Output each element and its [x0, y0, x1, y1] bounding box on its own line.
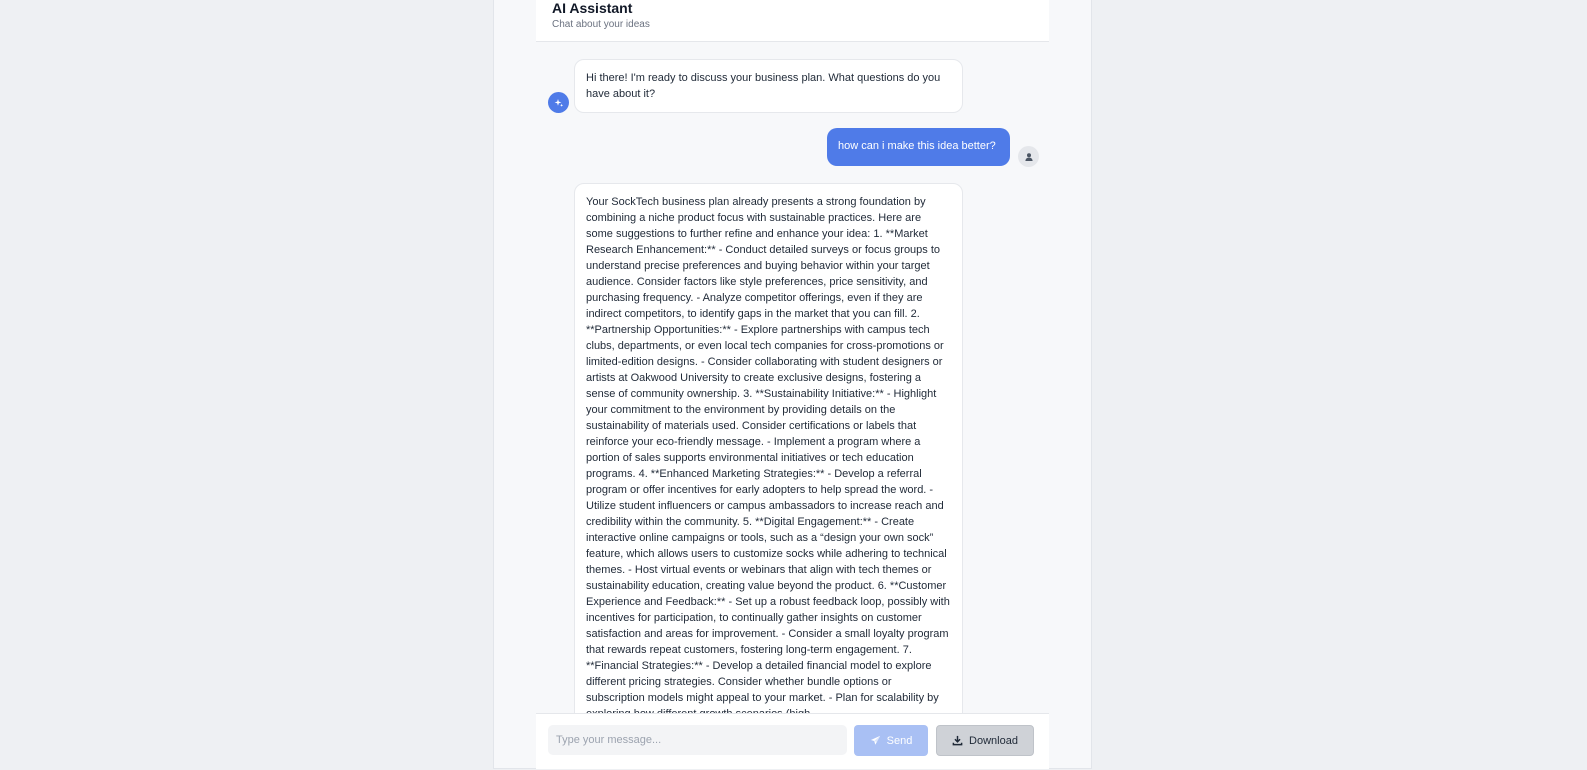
chat-header	[536, 0, 1049, 42]
composer-bar	[536, 713, 1049, 769]
sparkle-icon	[554, 98, 564, 108]
message-bubble-assistant: Your SockTech business plan already presents a strong foundation by combining a niche product focus with sustainable practices. Here are some suggestions to further refine and enhance your idea: 1. **Market Research Enhancement:** - Conduct detailed surveys or focus groups to understand precise preferences and buying behavior within your target audience. Consider factors like style preferences, price sensitivity, and purchasing frequency. - Analyze competitor offerings, even if they are indirect competitors, to identify gaps in the market that you can fill. 2. **Partnership Opportunities:** - Explore partnerships with campus tech clubs, departments, or even local tech companies for cross-promotions or limited-edition designs. - Consider collaborating with student designers or artists at Oakwood University to create exclusive designs, fostering a sense of community ownership. 3. **Sustainability Initiative:** - Highlight your commitment to the environment by providing details on the sustainability of materials used. Consider certifications or labels that reinforce your eco-friendly message. - Implement a program where a portion of sales supports environmental initiatives or tech education programs. 4. **Enhanced Marketing Strategies:** - Develop a referral program or offer incentives for early adopters to help spread the word. - Utilize student influencers or campus ambassadors to increase reach and credibility within the community. 5. **Digital Engagement:** - Create interactive online campaigns or tools, such as a “design your own sock” feature, which allows users to customize socks while adhering to technical themes. - Host virtual events or webinars that align with tech themes or sustainability education, creating value beyond the product. 6. **Customer Experience and Feedback:** - Set up a robust feedback loop, possibly with incentives for participation, to continually gather insights on customer satisfaction and areas for improvement. - Consider a small loyalty program that rewards repeat customers, fostering long-term engagement. 7. **Financial Strategies:** - Develop a detailed financial model to explore different pricing strategies. Consider whether bundle options or subscription models might appeal to your market. - Plan for scalability by	[574, 183, 963, 743]
user-avatar	[1018, 146, 1039, 167]
download-button[interactable]	[936, 725, 1034, 756]
chat-panel	[536, 0, 1049, 768]
send-button-label: Send	[886, 734, 913, 747]
download-button-label: Download	[969, 734, 1018, 747]
message-input[interactable]	[548, 725, 847, 755]
message-bubble-assistant: Hi there! I'm ready to discuss your business plan. What questions do you have about it?	[574, 59, 963, 113]
assistant-avatar	[548, 92, 569, 113]
download-icon	[952, 735, 963, 746]
message-list[interactable]	[536, 42, 1049, 713]
user-icon	[1024, 152, 1034, 162]
page-subtitle: Chat about your ideas	[552, 19, 650, 30]
page-title: AI Assistant	[552, 0, 633, 16]
message-bubble-user: how can i make this idea better?	[827, 128, 1010, 166]
app-frame	[493, 0, 1092, 769]
paper-plane-icon	[870, 735, 881, 746]
send-button[interactable]	[854, 725, 928, 756]
